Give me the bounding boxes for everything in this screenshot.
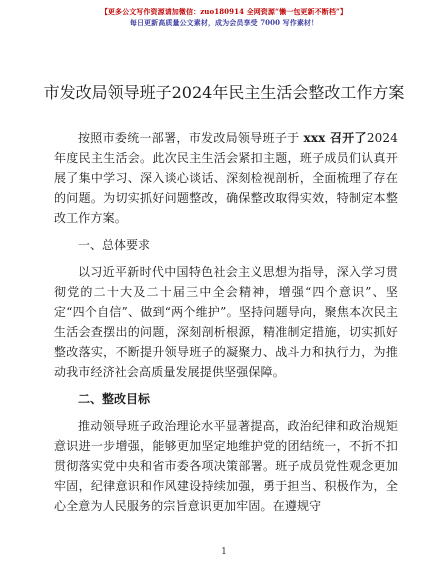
promo-banner <box>0 6 448 28</box>
document-title: 市发改局领导班子2024年民主生活会整改工作方案 <box>43 83 405 102</box>
promo-banner-line1: 【更多公文写作资源请加微信：zuo180914 全网资源“懒一包更新不断档”】 <box>100 7 348 16</box>
intro-text-strong: xxx 召开了 <box>303 131 367 145</box>
intro-text-rest: 2024年度民主生活会。此次民主生活会紧扣主题，班子成员们认真开展了集中学习、深入谈心谈话、深刻检视剖析，全面梳理了存在的问题。为切实抓好问题整改，确保整改取得实效，特制定本整改工作方案。 <box>54 131 398 225</box>
document-body <box>54 128 398 516</box>
intro-text-start: 按照市委统一部署，市发改局领导班子于 <box>78 131 304 145</box>
page-number: 1 <box>221 547 227 557</box>
intro-paragraph <box>54 128 398 228</box>
section-heading-rectification-goals: 二、整改目标 <box>78 392 151 406</box>
promo-banner-line2: 每日更新高质量公文素材，成为会员享受 7000 写作素材！ <box>129 18 319 27</box>
section-paragraph-rectification-goals: 推动领导班子政治理论水平显著提高，政治纪律和政治规矩意识进一步增强，能够更加坚定地维护党的团结统一，不折不扣贯彻落实党中央和省市委各项决策部署。班子成员党性观念更加牢固，纪律意识和作风建设持续加强，勇于担当、积极作为，全心全意为人民服务的宗旨意识更加牢固。在遵规守 <box>54 419 398 513</box>
section-paragraph-overall-requirements: 以习近平新时代中国特色社会主义思想为指导，深入学习贯彻党的二十大及二十届三中全会精神，增强“四个意识”、坚定“四个自信”、做到“两个维护”。坚持问题导向，聚焦本次民主生活会查摆出的问题，深刻剖析根源，精准制定措施，切实抓好整改落实，不断提升领导班子的凝聚力、战斗力和执行力，为推动我市经济社会高质量发展提供坚强保障。 <box>54 265 398 379</box>
section-heading-overall-requirements: 一、总体要求 <box>78 238 151 252</box>
